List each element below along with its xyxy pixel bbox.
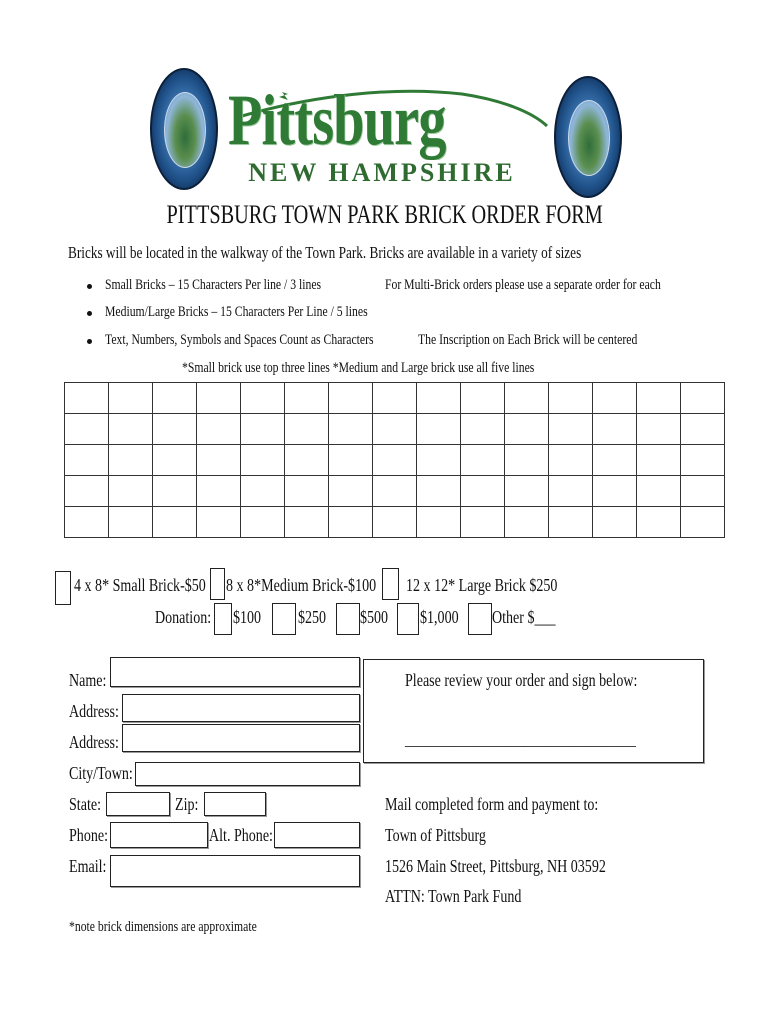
city-label: City/Town: (69, 763, 133, 783)
small-brick-checkbox[interactable] (55, 571, 71, 605)
inscription-cell[interactable] (373, 383, 417, 414)
zip-label: Zip: (175, 794, 199, 814)
alt-phone-input[interactable] (274, 822, 360, 848)
inscription-cell[interactable] (65, 445, 109, 476)
inscription-cell[interactable] (505, 383, 549, 414)
intro-text: Bricks will be located in the walkway of the Town Park. Bricks are available in a variety of sizes (68, 243, 582, 262)
inscription-cell[interactable] (593, 476, 637, 507)
inscription-cell[interactable] (241, 476, 285, 507)
inscription-cell[interactable] (329, 445, 373, 476)
inscription-cell[interactable] (461, 476, 505, 507)
inscription-cell[interactable] (285, 476, 329, 507)
inscription-cell[interactable] (593, 414, 637, 445)
inscription-cell[interactable] (241, 383, 285, 414)
state-input[interactable] (106, 792, 170, 816)
donation-1000-label: $1,000 (420, 607, 459, 627)
inscription-cell[interactable] (153, 445, 197, 476)
inscription-cell[interactable] (681, 476, 725, 507)
large-brick-label: 12 x 12* Large Brick $250 (406, 575, 558, 595)
address1-input[interactable] (122, 694, 360, 722)
note-multi-brick: For Multi-Brick orders please use a separate order for each (385, 277, 661, 293)
inscription-cell[interactable] (197, 445, 241, 476)
donation-250-checkbox[interactable] (272, 603, 296, 635)
phone-input[interactable] (110, 822, 208, 848)
inscription-cell[interactable] (637, 414, 681, 445)
inscription-cell[interactable] (461, 383, 505, 414)
inscription-cell[interactable] (505, 414, 549, 445)
inscription-cell[interactable] (373, 445, 417, 476)
inscription-cell[interactable] (681, 383, 725, 414)
inscription-row (65, 383, 725, 414)
inscription-cell[interactable] (549, 476, 593, 507)
inscription-cell[interactable] (285, 383, 329, 414)
inscription-cell[interactable] (505, 445, 549, 476)
bullet-dot (87, 284, 92, 289)
donation-label: Donation: (155, 607, 212, 627)
inscription-cell[interactable] (373, 476, 417, 507)
inscription-cell[interactable] (153, 507, 197, 538)
mail-address: 1526 Main Street, Pittsburg, NH 03592 (385, 856, 606, 876)
logo-state-text: NEW HAMPSHIRE (248, 158, 516, 187)
inscription-row (65, 445, 725, 476)
inscription-cell[interactable] (109, 414, 153, 445)
review-text: Please review your order and sign below: (405, 670, 638, 690)
inscription-cell[interactable] (549, 507, 593, 538)
bullet-dot (87, 311, 92, 316)
inscription-cell[interactable] (593, 507, 637, 538)
seal-center-image (164, 92, 206, 168)
right-seal-logo (554, 76, 622, 198)
mail-instruction: Mail completed form and payment to: (385, 794, 599, 814)
mail-attn: ATTN: Town Park Fund (385, 886, 522, 906)
large-brick-checkbox[interactable] (382, 568, 399, 600)
inscription-cell[interactable] (637, 507, 681, 538)
bullet-small-bricks: Small Bricks – 15 Characters Per line / 3 lines (105, 277, 322, 293)
donation-250-label: $250 (298, 607, 327, 627)
inscription-cell[interactable] (373, 507, 417, 538)
inscription-cell[interactable] (329, 507, 373, 538)
inscription-cell[interactable] (637, 476, 681, 507)
inscription-cell[interactable] (241, 414, 285, 445)
inscription-cell[interactable] (65, 383, 109, 414)
inscription-cell[interactable] (417, 445, 461, 476)
donation-100-label: $100 (233, 607, 262, 627)
mail-recipient: Town of Pittsburg (385, 825, 486, 845)
bullet-dot (87, 339, 92, 344)
inscription-cell[interactable] (109, 507, 153, 538)
inscription-cell[interactable] (549, 445, 593, 476)
small-brick-label: 4 x 8* Small Brick-$50 (74, 575, 206, 595)
donation-other-checkbox[interactable] (468, 603, 492, 635)
inscription-cell[interactable] (109, 445, 153, 476)
bullet-characters-count: Text, Numbers, Symbols and Spaces Count as Characters (105, 332, 374, 348)
inscription-cell[interactable] (197, 414, 241, 445)
inscription-cell[interactable] (329, 414, 373, 445)
address1-label: Address: (69, 701, 119, 721)
inscription-cell[interactable] (637, 383, 681, 414)
bullet-medium-large-bricks: Medium/Large Bricks – 15 Characters Per Line / 5 lines (105, 304, 368, 320)
inscription-cell[interactable] (373, 414, 417, 445)
inscription-cell[interactable] (417, 414, 461, 445)
signature-line: _____________________________________ (405, 732, 636, 749)
inscription-cell[interactable] (681, 414, 725, 445)
inscription-cell[interactable] (681, 445, 725, 476)
donation-1000-checkbox[interactable] (397, 603, 419, 635)
inscription-cell[interactable] (505, 476, 549, 507)
inscription-cell[interactable] (153, 414, 197, 445)
inscription-cell[interactable] (505, 507, 549, 538)
city-input[interactable] (135, 762, 360, 786)
donation-500-checkbox[interactable] (336, 603, 360, 635)
form-title: PITTSBURG TOWN PARK BRICK ORDER FORM (166, 200, 604, 229)
email-input[interactable] (110, 855, 360, 887)
seal-center-image (568, 100, 610, 176)
inscription-cell[interactable] (549, 414, 593, 445)
inscription-cell[interactable] (593, 445, 637, 476)
note-centered: The Inscription on Each Brick will be centered (418, 332, 638, 348)
donation-other-label: Other $___ (492, 607, 556, 627)
inscription-cell[interactable] (285, 445, 329, 476)
inscription-cell[interactable] (417, 507, 461, 538)
footnote: *note brick dimensions are approximate (69, 919, 257, 935)
inscription-cell[interactable] (461, 507, 505, 538)
inscription-cell[interactable] (153, 476, 197, 507)
inscription-cell[interactable] (241, 507, 285, 538)
name-label: Name: (69, 670, 107, 690)
left-seal-logo (150, 68, 218, 190)
inscription-row (65, 507, 725, 538)
inscription-cell[interactable] (285, 507, 329, 538)
inscription-cell[interactable] (681, 507, 725, 538)
inscription-cell[interactable] (65, 507, 109, 538)
inscription-cell[interactable] (329, 383, 373, 414)
inscription-cell[interactable] (417, 383, 461, 414)
inscription-grid (64, 382, 725, 538)
inscription-cell[interactable] (197, 383, 241, 414)
lines-note: *Small brick use top three lines *Medium and Large brick use all five lines (182, 360, 535, 376)
inscription-row (65, 414, 725, 445)
inscription-cell[interactable] (461, 414, 505, 445)
alt-phone-label: Alt. Phone: (209, 825, 273, 845)
donation-500-label: $500 (360, 607, 389, 627)
donation-100-checkbox[interactable] (214, 603, 232, 635)
name-input[interactable] (110, 657, 360, 687)
zip-input[interactable] (204, 792, 266, 816)
inscription-cell[interactable] (109, 476, 153, 507)
inscription-cell[interactable] (109, 383, 153, 414)
inscription-cell[interactable] (153, 383, 197, 414)
inscription-cell[interactable] (417, 476, 461, 507)
inscription-row (65, 476, 725, 507)
inscription-cell[interactable] (65, 414, 109, 445)
address2-input[interactable] (122, 724, 360, 752)
email-label: Email: (69, 856, 107, 876)
inscription-cell[interactable] (241, 445, 285, 476)
inscription-cell[interactable] (329, 476, 373, 507)
inscription-cell[interactable] (197, 476, 241, 507)
phone-label: Phone: (69, 825, 109, 845)
inscription-cell[interactable] (461, 445, 505, 476)
inscription-cell[interactable] (197, 507, 241, 538)
address2-label: Address: (69, 732, 119, 752)
logo-wordmark: Pittsburg (228, 80, 446, 160)
inscription-cell[interactable] (549, 383, 593, 414)
inscription-cell[interactable] (65, 476, 109, 507)
inscription-cell[interactable] (637, 445, 681, 476)
inscription-cell[interactable] (285, 414, 329, 445)
medium-brick-checkbox[interactable] (210, 568, 225, 600)
state-label: State: (69, 794, 101, 814)
medium-brick-label: 8 x 8*Medium Brick-$100 (226, 575, 377, 595)
inscription-cell[interactable] (593, 383, 637, 414)
